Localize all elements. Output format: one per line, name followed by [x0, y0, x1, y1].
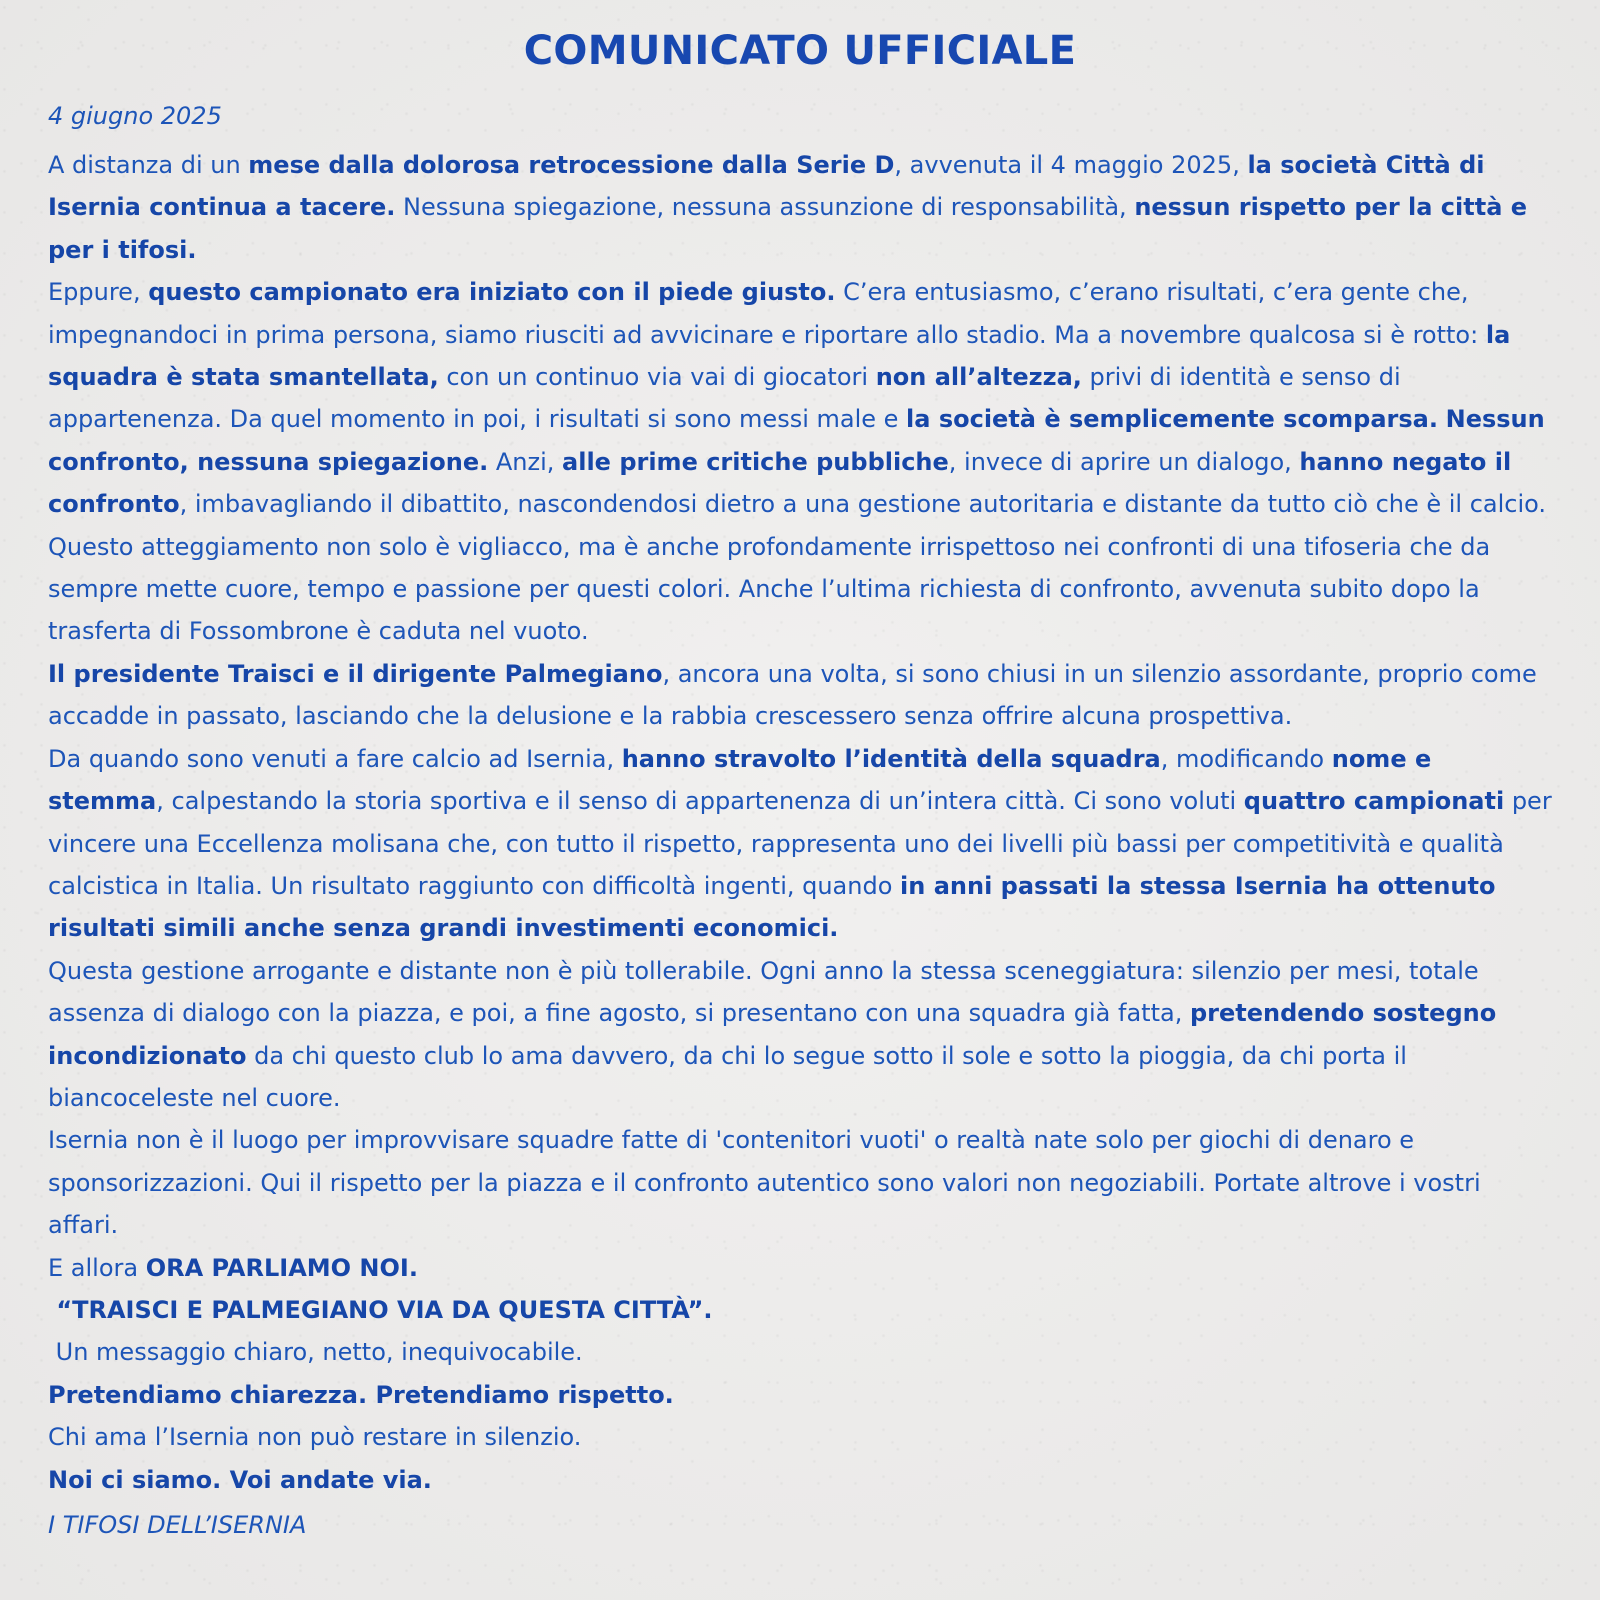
text-segment: , modificando — [1160, 744, 1332, 773]
paragraph — [48, 1289, 1552, 1331]
paragraph — [48, 1459, 1552, 1501]
paragraph — [48, 271, 1552, 653]
text-segment: con un continuo via vai di giocatori — [438, 363, 876, 392]
paragraph — [48, 1416, 1552, 1458]
paragraph — [48, 950, 1552, 1120]
text-segment: E allora — [48, 1253, 146, 1282]
document-title: COMUNICATO UFFICIALE — [523, 28, 1077, 74]
text-segment: Anzi, — [488, 447, 563, 476]
document-date: 4 giugno 2025 — [48, 102, 222, 130]
paragraph — [48, 144, 1552, 271]
bold-text-segment: la società Città di Isernia continua a tacere. — [48, 151, 1493, 222]
bold-text-segment: “TRAISCI E PALMEGIANO VIA DA QUESTA CITTÀ”. — [48, 1295, 713, 1324]
text-segment: , calpestando la storia sportiva e il senso di appartenenza di un’intera città. Ci sono voluti — [156, 787, 1244, 816]
bold-text-segment: ORA PARLIAMO NOI. — [145, 1253, 418, 1282]
paragraph — [48, 653, 1552, 738]
text-segment: Un messaggio chiaro, netto, inequivocabile. — [48, 1338, 583, 1367]
text-segment: per vincere una Eccellenza molisana che, con tutto il rispetto, rappresenta uno dei livelli più bassi per competitività e qualità calcistica in Italia. Un risultato raggiunto con difficoltà ingenti, quando — [48, 787, 1560, 900]
paragraph — [48, 1247, 1552, 1289]
bold-text-segment: hanno negato il confronto — [48, 447, 1520, 519]
bold-text-segment: la società è semplicemente scomparsa. — [906, 405, 1438, 434]
paragraph — [48, 1374, 1552, 1416]
text-segment — [1438, 405, 1446, 433]
text-segment: C’era entusiasmo, c’erano risultati, c’era gente che, impegnandoci in prima persona, siamo riusciti ad avvicinare e riportare allo stadio. Ma a novembre qualcosa si è rotto: — [48, 278, 1486, 349]
text-segment: A distanza di un — [48, 151, 249, 179]
bold-text-segment: nome e stemma — [48, 744, 1440, 816]
bold-text-segment: mese dalla dolorosa retrocessione dalla Serie D — [248, 151, 895, 179]
text-segment: Eppure, — [48, 278, 149, 307]
bold-text-segment: Pretendiamo chiarezza. Pretendiamo rispetto. — [48, 1380, 674, 1409]
text-segment: Chi ama l’Isernia non può restare in silenzio. — [48, 1423, 582, 1452]
bold-text-segment: Noi ci siamo. Voi andate via. — [48, 1465, 432, 1494]
bold-text-segment: la squadra è stata smantellata, — [48, 320, 1519, 392]
text-segment: , invece di aprire un dialogo, — [948, 447, 1300, 476]
bold-text-segment: nessun rispetto per la città e per i tifosi. — [48, 193, 1536, 264]
bold-text-segment: Nessun confronto, nessuna spiegazione. — [48, 405, 1554, 476]
text-segment: , avvenuta il 4 maggio 2025, — [894, 151, 1248, 179]
paragraph — [48, 1331, 1552, 1373]
bold-text-segment: non all’altezza, — [875, 363, 1082, 392]
text-segment: Isernia non è il luogo per improvvisare squadre fatte di 'contenitori vuoti' o realtà nate solo per giochi di denaro e sponsorizzazioni. Qui il rispetto per la piazza e il confronto autentico sono valori non negoziabili. Portate altrove i vostri affari. — [48, 1126, 1489, 1240]
text-segment: , ancora una volta, si sono chiusi in un silenzio assordante, proprio come accadde in passato, lasciando che la delusione e la rabbia crescessero senza offrire alcuna prospettiva. — [48, 659, 1545, 731]
bold-text-segment: hanno stravolto l’identità della squadra — [621, 744, 1161, 773]
bold-text-segment: alle prime critiche pubbliche — [562, 447, 949, 476]
bold-text-segment: in anni passati la stessa Isernia ha ottenuto risultati simili anche senza grandi investimenti economici. — [48, 871, 1504, 943]
text-segment: da chi questo club lo ama davvero, da chi lo segue sotto il sole e sotto la pioggia, da chi porta il biancoceleste nel cuore. — [48, 1041, 1415, 1112]
document-body — [48, 144, 1560, 1501]
bold-text-segment: Il presidente Traisci e il dirigente Palmegiano — [48, 659, 663, 688]
bold-text-segment: pretendendo sostegno incondizionato — [48, 999, 1505, 1070]
bold-text-segment: questo campionato era iniziato con il piede giusto. — [148, 278, 836, 307]
text-segment: privi di identità e senso di appartenenza. Da quel momento in poi, i risultati si sono messi male e — [48, 363, 1409, 434]
paragraph — [48, 738, 1560, 950]
paragraph — [48, 1119, 1552, 1246]
document-signature: I TIFOSI DELL’ISERNIA — [48, 1511, 307, 1539]
text-segment: , imbavagliando il dibattito, nascondendosi dietro a una gestione autoritaria e distante da tutto ciò che è il calcio. Questo atteggiamento non solo è vigliacco, ma è anche profondamente irrispettoso nei confronti di una tifoseria che da sempre mette cuore, tempo e passione per questi colori. Anche l’ultima richiesta di confronto, avvenuta subito dopo la trasferta di Fossombrone è caduta nel vuoto. — [48, 490, 1554, 646]
text-segment: Questa gestione arrogante e distante non è più tollerabile. Ogni anno la stessa sceneggiatura: silenzio per mesi, totale assenza di dialogo con la piazza, e poi, a fine agosto, si presentano con una squadra già fatta, — [48, 956, 1487, 1028]
text-segment: Nessuna spiegazione, nessuna assunzione di responsabilità, — [395, 193, 1135, 222]
text-segment: Da quando sono venuti a fare calcio ad Isernia, — [48, 744, 622, 773]
bold-text-segment: quattro campionati — [1243, 787, 1505, 816]
